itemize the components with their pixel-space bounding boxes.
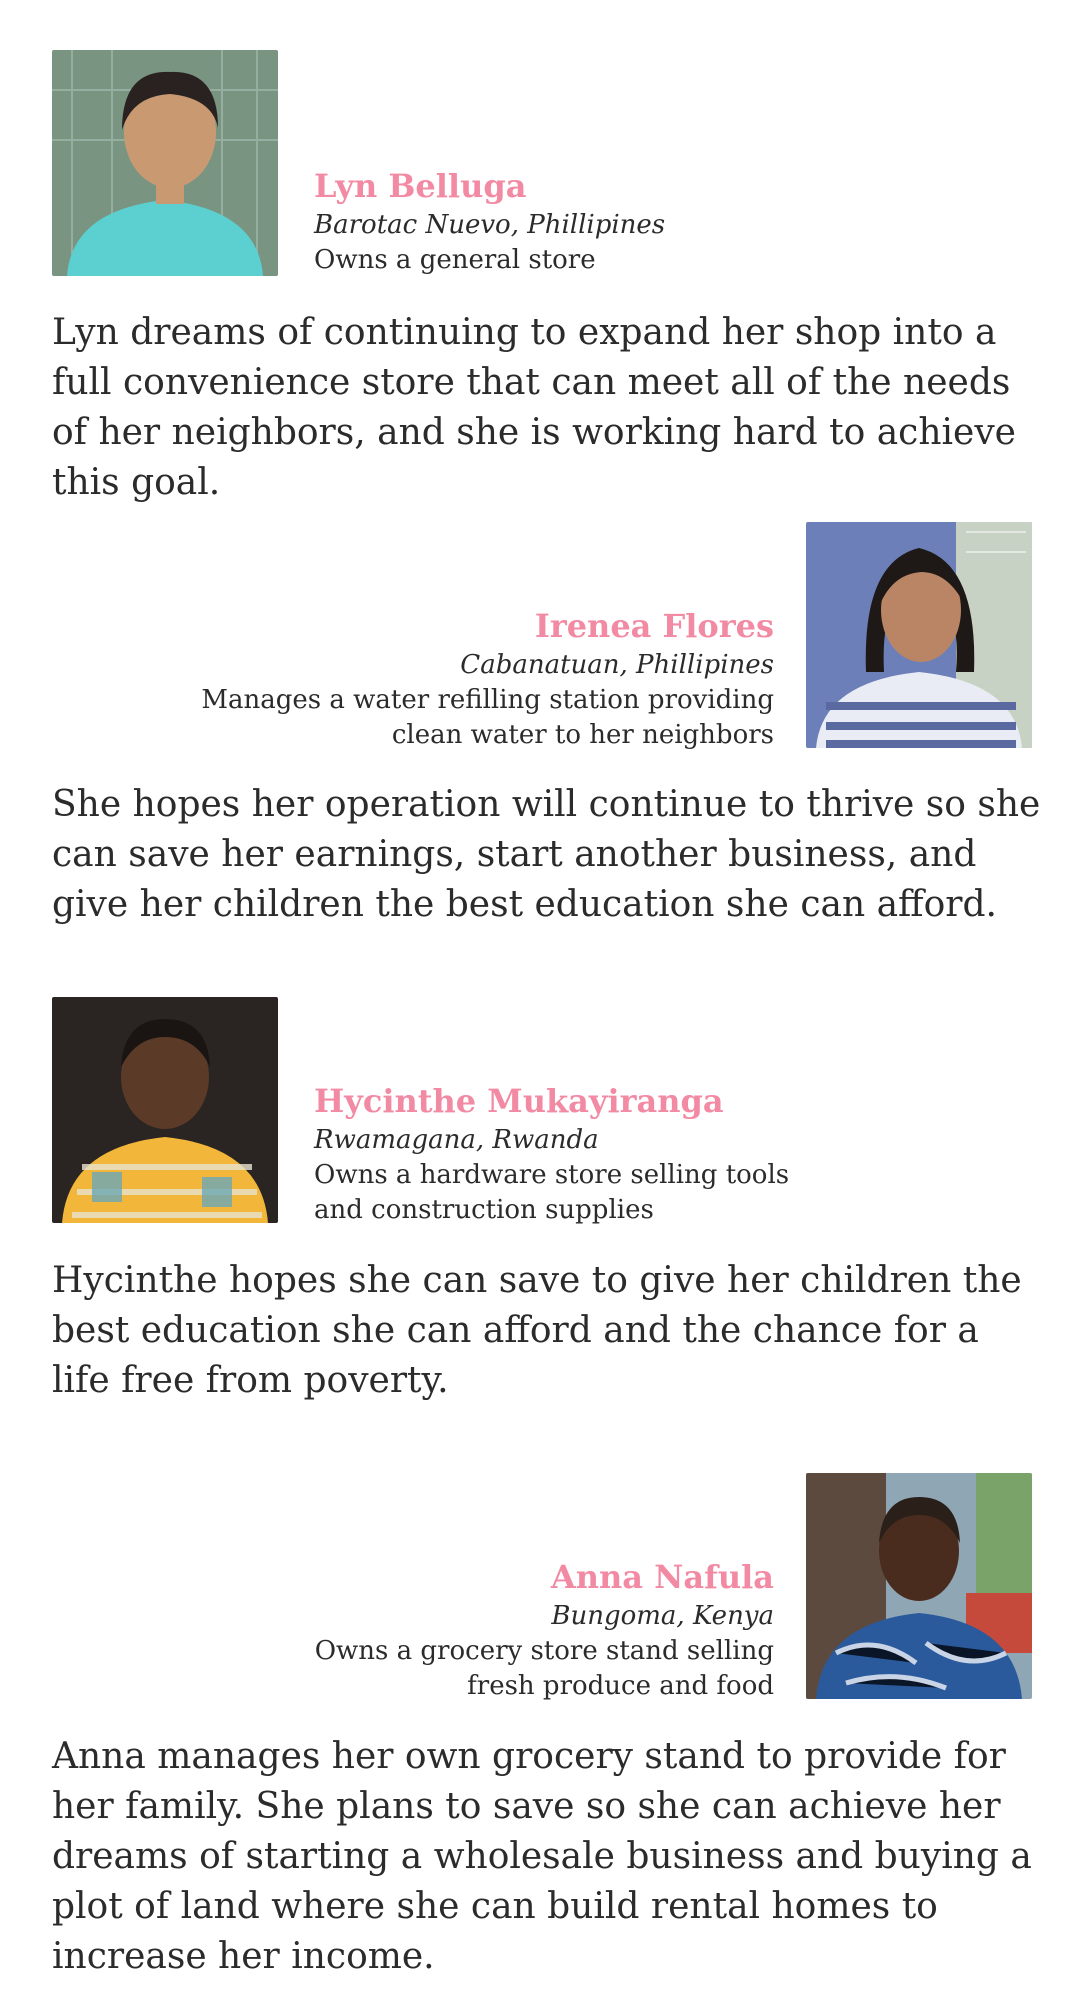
profile-info (201, 606, 774, 753)
profile-info (314, 1081, 789, 1228)
person-occupation: Owns a hardware store selling tools (314, 1160, 790, 1190)
profile-photo (52, 997, 278, 1223)
person-occupation: Owns a grocery store stand selling (314, 1636, 774, 1666)
profile-photo (806, 1473, 1032, 1699)
portrait-image (806, 1473, 1032, 1699)
person-name: Irenea Flores (534, 607, 774, 645)
person-name: Hycinthe Mukayiranga (314, 1082, 724, 1120)
story-text: She hopes her operation will continue to thrive so she can save her earnings, start another business, and give her children the best education she can afford. (52, 784, 1041, 925)
person-location: Rwamagana, Rwanda (314, 1125, 599, 1155)
story-text: Anna manages her own grocery stand to provide for her family. She plans to save so she can achieve her dreams of starting a wholesale business and buying a plot of land where she can build rental homes to increase her income. (52, 1736, 1032, 1977)
person-name: Anna Nafula (550, 1558, 774, 1596)
person-occupation: fresh produce and food (467, 1671, 774, 1701)
portrait-image (806, 522, 1032, 748)
profile-card-anna (52, 1473, 1032, 1699)
profile-card-irenea (52, 522, 1032, 748)
person-occupation: clean water to her neighbors (391, 720, 774, 750)
person-location: Barotac Nuevo, Phillipines (314, 210, 666, 240)
story-text: Hycinthe hopes she can save to give her children the best education she can afford and the chance for a life free from poverty. (52, 1260, 1022, 1401)
profile-photo (806, 522, 1032, 748)
person-occupation: and construction supplies (314, 1195, 654, 1225)
profile-info (315, 1557, 774, 1704)
portrait-image (52, 997, 278, 1223)
story-text: Lyn dreams of continuing to expand her shop into a full convenience store that can meet all of the needs of her neighbors, and she is working hard to achieve this goal. (52, 312, 1016, 503)
person-occupation: Owns a general store (314, 245, 596, 275)
person-location: Bungoma, Kenya (551, 1601, 774, 1631)
portrait-image (52, 50, 278, 276)
person-name: Lyn Belluga (314, 167, 527, 205)
person-location: Cabanatuan, Phillipines (460, 650, 774, 680)
profile-card-hycinthe (52, 997, 1032, 1223)
profile-card-lyn (52, 50, 1032, 276)
profile-info (314, 166, 665, 278)
person-occupation: Manages a water refilling station providing (201, 685, 774, 715)
profile-photo (52, 50, 278, 276)
